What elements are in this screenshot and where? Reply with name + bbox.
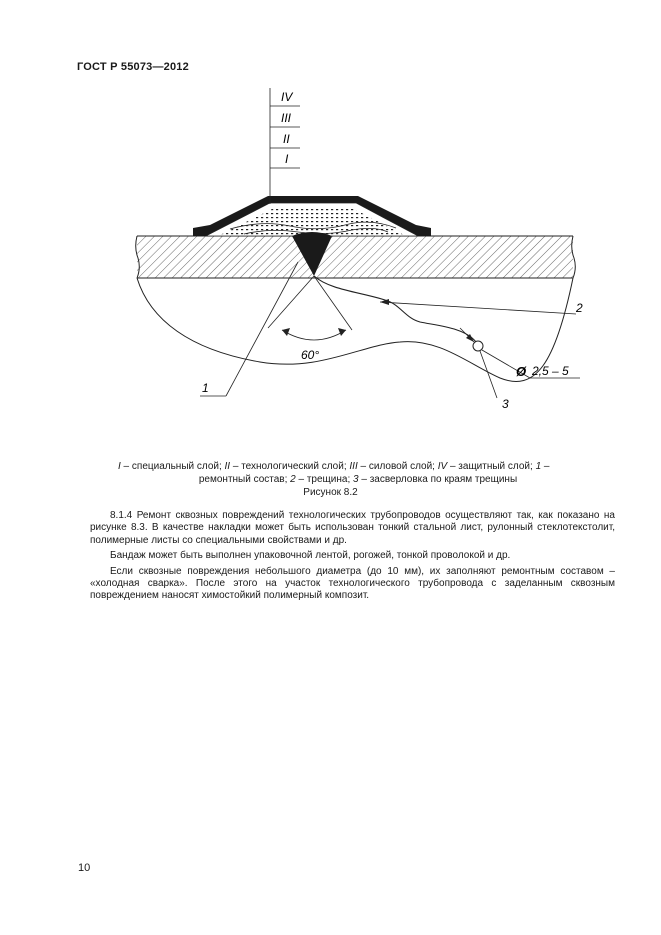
caption-text-iv: – защитный слой; [447, 461, 536, 472]
caption-line-2 [199, 474, 517, 485]
angle-ray-left [268, 276, 314, 328]
caption-dash-1: – [541, 461, 550, 472]
caption-label-ii: II [224, 461, 231, 472]
angle-arrow-right [338, 328, 346, 336]
layer-label-i: I [285, 152, 289, 166]
caption-text-2: – трещина; [295, 473, 354, 485]
caption-text-i: – специальный слой; [120, 461, 225, 472]
callout-2-leader [380, 302, 576, 314]
layer-label-iii: III [281, 111, 292, 125]
standard-code: ГОСТ Р 55073—2012 [77, 61, 189, 73]
angle-ray-right [314, 276, 352, 330]
diameter-label: 2,5 – 5 [532, 364, 569, 378]
callout-2: 2 [576, 301, 583, 315]
caption-label-iii: III [349, 461, 358, 472]
figure-caption [118, 461, 598, 486]
drill-hole [473, 341, 483, 351]
layer-label-iv: IV [281, 90, 293, 104]
callout-3-leader [480, 351, 497, 398]
angle-label: 60° [301, 348, 320, 362]
caption-text-iii: – силовой слой; [357, 461, 438, 472]
caption-text-1: ремонтный состав; [198, 473, 291, 485]
caption-num-1: 1 [535, 461, 542, 472]
paragraph: Если сквозные повреждения небольшого диаметра (до 10 мм), их заполняют ремонтным составом – «холодная сварка». После этого на участок технологического трубопровода с заделанным сквозным повреждением наносят химостойкий полимерный композит. [90, 565, 615, 602]
layer-label-ii: II [283, 132, 290, 146]
diameter-symbol: Ø [516, 364, 527, 379]
figure-8-2 [0, 0, 661, 440]
caption-line-1 [118, 461, 598, 474]
angle-arc [282, 330, 346, 340]
body-text [90, 510, 615, 606]
paragraph: Бандаж может быть выполнен упаковочной лентой, рогожей, тонкой проволокой и др. [110, 550, 511, 562]
page-number: 10 [78, 862, 91, 874]
callout-1: 1 [202, 381, 209, 395]
caption-text-ii: – технологический слой; [230, 461, 350, 472]
caption-num-2: 2 [290, 473, 296, 485]
angle-arrow-left [282, 328, 290, 336]
crack-line [314, 276, 476, 342]
caption-num-3: 3 [353, 473, 359, 485]
caption-label-iv: IV [437, 461, 448, 472]
callout-3: 3 [502, 397, 509, 411]
pipe-wall [137, 236, 573, 278]
caption-label-i: I [118, 461, 121, 472]
figure-title: Рисунок 8.2 [303, 487, 358, 498]
pipe-section-outline [137, 278, 573, 381]
caption-text-3: – засверловка по краям трещины [358, 473, 518, 485]
paragraph: 8.1.4 Ремонт сквозных повреждений технологических трубопроводов осуществляют так, как показано на рисунке 8.3. В качестве накладки может быть использован тонкий стальной лист, рулонный стеклотекстолит, полимерные листы со специальными свойствами и др. [90, 510, 615, 546]
